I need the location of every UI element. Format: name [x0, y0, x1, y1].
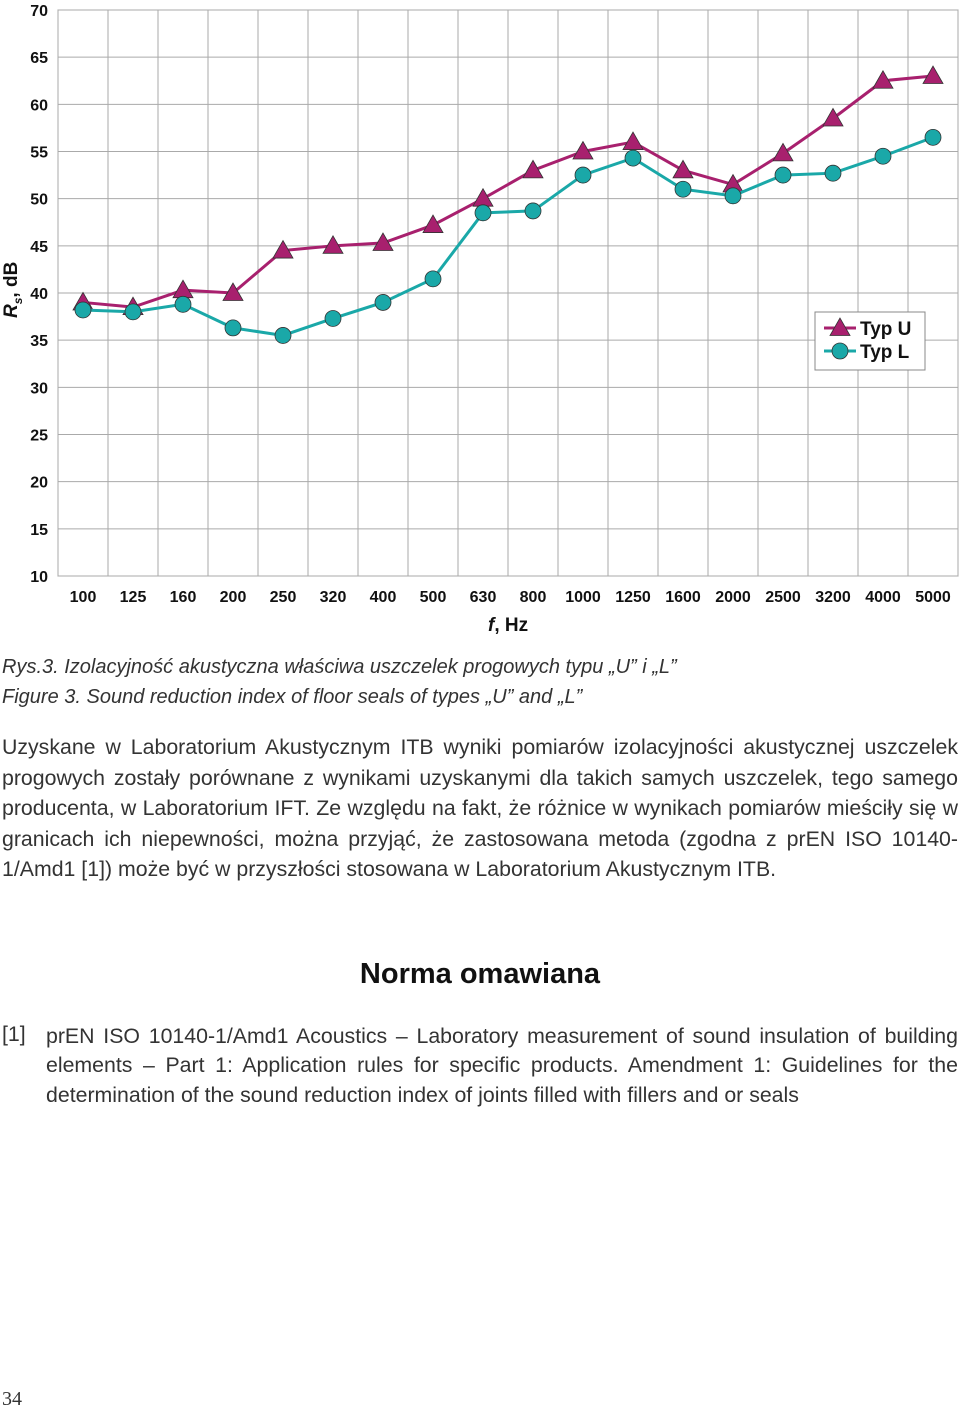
data-point-2 — [425, 271, 441, 287]
data-point-2 — [75, 302, 91, 318]
data-point-2 — [675, 181, 691, 197]
data-point-1 — [773, 143, 793, 161]
x-tick-label: 2500 — [765, 589, 801, 606]
x-tick-label: 3200 — [815, 589, 851, 606]
y-tick-label: 50 — [30, 191, 48, 209]
sound-reduction-chart — [0, 0, 960, 645]
x-tick-label: 1250 — [615, 589, 651, 606]
y-tick-label: 25 — [30, 427, 48, 445]
y-tick-label: 60 — [30, 97, 48, 115]
y-tick-label: 10 — [30, 569, 48, 586]
chart-grid — [58, 10, 958, 576]
data-point-1 — [473, 189, 493, 207]
data-point-2 — [325, 310, 341, 326]
y-tick-label: 35 — [30, 333, 48, 351]
x-tick-label: 125 — [119, 589, 147, 606]
x-axis-label: f, Hz — [488, 615, 529, 636]
x-tick-label: 1600 — [665, 589, 701, 606]
y-tick-label: 30 — [30, 380, 48, 398]
y-tick-label: 20 — [30, 474, 48, 492]
data-point-2 — [725, 188, 741, 204]
x-tick-label: 320 — [319, 589, 347, 606]
data-point-2 — [775, 167, 791, 183]
figure-caption-pl: Rys.3. Izolacyjność akustyczna właściwa uszczelek progowych typu „U” i „L” — [2, 656, 677, 678]
data-point-2 — [125, 304, 141, 320]
y-tick-label: 65 — [30, 50, 48, 68]
x-tick-label: 4000 — [865, 589, 901, 606]
y-tick-label: 15 — [30, 521, 48, 539]
x-tick-label: 400 — [369, 589, 397, 606]
data-point-1 — [173, 280, 193, 298]
x-tick-label: 200 — [219, 589, 247, 606]
body-paragraph: Uzyskane w Laboratorium Akustycznym ITB wyniki pomiarów izolacyjności akustycznej uszczelek progowych zostały porównane z wynikami uzyskanymi dla takich samych uszczelek, tego samego producenta, w Laboratorium IFT. Ze względu na fakt, że różnice w wynikach pomiarów mieściły się w granicach ich niepewności, można przyjąć, że zastosowana metoda (zgodna z prEN ISO 10140-1/Amd1 [1]) może być w przyszłości stosowana w Laboratorium Akustycznym ITB. — [2, 735, 958, 882]
data-point-2 — [825, 165, 841, 181]
data-point-2 — [225, 320, 241, 336]
data-point-2 — [625, 150, 641, 166]
legend-label-1: Typ U — [860, 319, 912, 340]
x-tick-label: 500 — [419, 589, 447, 606]
y-tick-label: 55 — [30, 144, 48, 162]
data-point-2 — [875, 148, 891, 164]
y-axis-label: $R_s$, dB — [1, 261, 25, 318]
reference-number: [1] — [2, 1022, 26, 1046]
data-point-1 — [673, 160, 693, 178]
data-point-2 — [475, 205, 491, 221]
data-point-1 — [623, 132, 643, 150]
data-point-2 — [175, 296, 191, 312]
data-point-1 — [923, 66, 943, 84]
x-tick-label: 800 — [519, 589, 547, 606]
chart-legend — [815, 312, 925, 370]
x-tick-label: 2000 — [715, 589, 751, 606]
page-number: 34 — [2, 1388, 22, 1410]
reference-text: prEN ISO 10140-1/Amd1 Acoustics – Laboratory measurement of sound insulation of building elements – Part 1: Application rules for specific products. Amendment 1: Guidelines for the determination of the sound reduction index of joints filled with fillers and or seals — [46, 1024, 958, 1107]
x-tick-label: 160 — [169, 589, 197, 606]
data-point-2 — [525, 203, 541, 219]
data-point-2 — [575, 167, 591, 183]
data-point-2 — [275, 327, 291, 343]
legend-marker-2 — [832, 343, 848, 359]
y-tick-label: 45 — [30, 238, 48, 256]
data-point-2 — [925, 129, 941, 145]
data-point-1 — [423, 215, 443, 233]
x-axis-ticks — [70, 589, 951, 606]
x-tick-label: 630 — [469, 589, 497, 606]
data-point-1 — [823, 108, 843, 126]
section-heading: Norma omawiana — [359, 958, 601, 990]
x-tick-label: 1000 — [565, 589, 601, 606]
x-tick-label: 5000 — [915, 589, 951, 606]
legend-label-2: Typ L — [860, 342, 910, 363]
data-point-2 — [375, 294, 391, 310]
y-tick-label: 40 — [30, 286, 48, 303]
y-axis-ticks — [30, 3, 48, 586]
y-tick-label: 70 — [30, 3, 48, 20]
x-tick-label: 250 — [269, 589, 297, 606]
figure-caption-en: Figure 3. Sound reduction index of floor seals of types „U” and „L” — [2, 686, 583, 708]
x-tick-label: 100 — [69, 589, 97, 606]
